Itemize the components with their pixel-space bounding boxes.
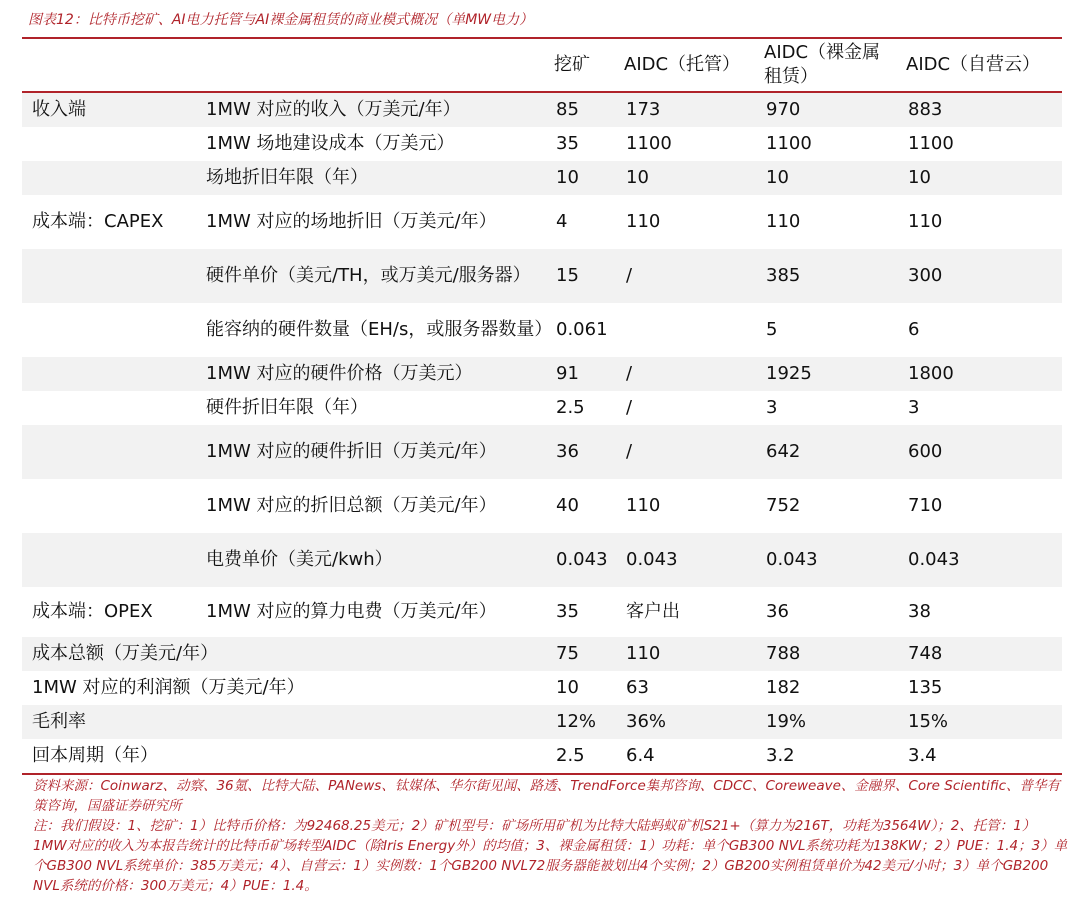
table-cell: 36 — [550, 425, 620, 479]
table-cell: 0.061 — [556, 319, 608, 340]
row-metric: 能容纳的硬件数量（EH/s，或服务器数量） — [206, 319, 553, 340]
column-header — [22, 38, 200, 92]
table-cell: 710 — [908, 495, 943, 516]
table-cell: 1100 — [766, 133, 812, 154]
table-row — [22, 161, 1062, 195]
table-cell: 40 — [556, 495, 579, 516]
row-category — [22, 357, 200, 391]
row-metric: 1MW 对应的折旧总额（万美元/年） — [206, 495, 497, 516]
row-category — [22, 161, 200, 195]
table-cell: 110 — [766, 211, 801, 232]
figure-title: 图表12：比特币挖矿、AI电力托管与AI裸金属租赁的商业模式概况（单MW电力） — [28, 12, 534, 28]
row-category — [22, 425, 200, 479]
table-row — [22, 195, 1062, 249]
table-cell: 91 — [550, 357, 620, 391]
table-row — [22, 249, 1062, 303]
table-row — [22, 587, 1062, 637]
table-row — [22, 637, 1062, 671]
row-metric: 电费单价（美元/kwh） — [200, 533, 550, 587]
row-metric: 1MW 对应的算力电费（万美元/年） — [206, 601, 497, 622]
row-category: 收入端 — [22, 92, 200, 127]
table-cell: 788 — [760, 637, 902, 671]
table-cell: 110 — [908, 211, 943, 232]
table-row — [22, 303, 1062, 357]
table-row — [22, 391, 1062, 425]
table-cell: 110 — [626, 495, 661, 516]
table-row — [22, 92, 1062, 127]
business-model-table — [22, 37, 1062, 775]
table-cell: 85 — [550, 92, 620, 127]
table-cell: / — [620, 357, 760, 391]
table-cell: 客户出 — [626, 601, 680, 622]
row-category: 成本端：OPEX — [32, 601, 153, 622]
table-cell: 110 — [626, 211, 661, 232]
table-row — [22, 479, 1062, 533]
table-cell: 6.4 — [626, 745, 655, 766]
table-cell: 10 — [760, 161, 902, 195]
row-category — [22, 533, 200, 587]
table-cell: 35 — [556, 133, 579, 154]
table-cell: 0.043 — [550, 533, 620, 587]
table-row — [22, 357, 1062, 391]
table-cell: 36 — [766, 601, 789, 622]
table-cell: 2.5 — [556, 745, 585, 766]
table-row — [22, 739, 1062, 774]
table-cell: 1925 — [760, 357, 902, 391]
table-cell: 4 — [556, 211, 568, 232]
row-category — [22, 249, 200, 303]
table-cell: 75 — [550, 637, 620, 671]
table-cell: 15 — [550, 249, 620, 303]
table-cell: 173 — [620, 92, 760, 127]
table-cell: 600 — [902, 425, 1062, 479]
table-cell: 2.5 — [556, 397, 585, 418]
table-cell: 3.2 — [766, 745, 795, 766]
header-row — [22, 38, 1062, 92]
note-text: 注：我们假设：1、挖矿：1）比特币价格：为92468.25美元；2）矿机型号：矿场所用矿机为比特大陆蚂蚁矿机S21+（算力为216T，功耗为3564W）；2、托管：1）1MW对应的收入为本报告统计的比特币矿场转型AIDC（除Iris Energy外）的均值；3、裸金属租赁：1）功耗：单个GB300 NVL系统功耗为138KW；2）PUE：1.4；3）单个GB300 NVL系统单价：385万美元；4）、自营云：1）实例数：1个GB200 NVL72服务器能被划出4个实例；2）GB200实例租赁单价为42美元/小时；3）单个GB200 NVL系统的价格：300万美元；4）PUE：1.4。 — [33, 818, 1068, 894]
column-header: 挖矿 — [554, 54, 590, 75]
table-cell: 10 — [902, 161, 1062, 195]
table-cell: 110 — [620, 637, 760, 671]
row-metric: 1MW 对应的场地折旧（万美元/年） — [206, 211, 497, 232]
table-cell: 15% — [902, 705, 1062, 739]
table-cell: 0.043 — [760, 533, 902, 587]
table-cell: 1100 — [908, 133, 954, 154]
table-cell: 1100 — [626, 133, 672, 154]
row-category — [22, 391, 200, 425]
table-cell: / — [626, 397, 633, 418]
row-metric: 1MW 对应的硬件价格（万美元） — [200, 357, 550, 391]
notes — [33, 776, 1068, 896]
table-cell: 642 — [760, 425, 902, 479]
table-cell: 970 — [760, 92, 902, 127]
row-category: 回本周期（年） — [32, 745, 158, 766]
column-header: AIDC（自营云） — [906, 54, 1041, 75]
table-cell: 19% — [760, 705, 902, 739]
table-cell: 0.043 — [620, 533, 760, 587]
table-cell: 10 — [620, 161, 760, 195]
table-row — [22, 425, 1062, 479]
table-cell: 135 — [908, 677, 943, 698]
row-category: 成本总额（万美元/年） — [22, 637, 550, 671]
table-row — [22, 671, 1062, 705]
table-cell: 63 — [626, 677, 649, 698]
table-cell: 3.4 — [908, 745, 937, 766]
table-wrapper — [22, 37, 1062, 775]
table-row — [22, 533, 1062, 587]
row-metric: 硬件单价（美元/TH，或万美元/服务器） — [200, 249, 550, 303]
table-cell: 0.043 — [902, 533, 1062, 587]
row-metric: 硬件折旧年限（年） — [206, 397, 368, 418]
table-cell: 5 — [766, 319, 778, 340]
column-header — [200, 38, 550, 92]
table-cell: 36% — [620, 705, 760, 739]
row-metric: 1MW 对应的收入（万美元/年） — [200, 92, 550, 127]
row-metric: 场地折旧年限（年） — [200, 161, 550, 195]
row-metric: 1MW 场地建设成本（万美元） — [206, 133, 455, 154]
row-category: 成本端：CAPEX — [32, 211, 164, 232]
table-cell: 12% — [550, 705, 620, 739]
table-cell: 385 — [760, 249, 902, 303]
table-cell: 3 — [908, 397, 920, 418]
column-header: AIDC（裸金属租赁） — [764, 42, 881, 87]
table-cell: 748 — [902, 637, 1062, 671]
table-cell: 38 — [908, 601, 931, 622]
row-category — [22, 479, 200, 533]
table-cell: 752 — [766, 495, 801, 516]
row-metric: 1MW 对应的硬件折旧（万美元/年） — [200, 425, 550, 479]
table-cell: 3 — [766, 397, 778, 418]
table-cell: 1800 — [902, 357, 1062, 391]
table-cell: 10 — [556, 677, 579, 698]
table-cell: / — [620, 249, 760, 303]
row-category — [22, 127, 200, 161]
table-cell: / — [620, 425, 760, 479]
row-category — [22, 303, 200, 357]
row-category: 1MW 对应的利润额（万美元/年） — [32, 677, 305, 698]
table-row — [22, 127, 1062, 161]
table-row — [22, 705, 1062, 739]
column-header: AIDC（托管） — [624, 54, 741, 75]
table-cell: 35 — [556, 601, 579, 622]
table-cell: 10 — [550, 161, 620, 195]
table-cell — [620, 303, 760, 357]
table-cell: 6 — [908, 319, 920, 340]
table-cell: 300 — [902, 249, 1062, 303]
source-text: 资料来源：Coinwarz、动察、36氪、比特大陆、PANews、钛媒体、华尔街见闻、路透、TrendForce集邦咨询、CDCC、Coreweave、金融界、Core Scientific、普华有策咨询，国盛证券研究所 — [33, 778, 1061, 814]
table-cell: 182 — [766, 677, 801, 698]
row-category: 毛利率 — [22, 705, 550, 739]
table-cell: 883 — [902, 92, 1062, 127]
